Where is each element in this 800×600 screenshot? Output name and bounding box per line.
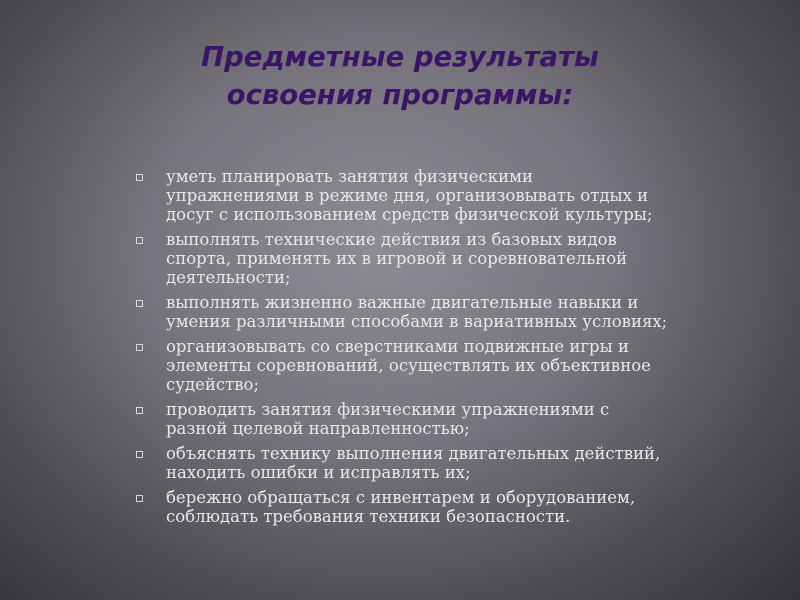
bullet-text-line: деятельности; (166, 268, 291, 287)
bullet-text-line: упражнениями в режиме дня, организовывать отдых и (166, 186, 649, 205)
square-bullet-icon (136, 174, 143, 181)
bullet-text-line: спорта, применять их в игровой и соревновательной (166, 249, 628, 268)
bullet-text-line: выполнять жизненно важные двигательные навыки и (166, 293, 639, 312)
bullet-text-line: судейство; (166, 375, 260, 394)
bullet-text-line: объяснять технику выполнения двигательных действий, (166, 444, 661, 463)
list-item (136, 400, 786, 438)
bullet-text-line: находить ошибки и исправлять их; (166, 463, 471, 482)
square-bullet-icon (136, 344, 143, 351)
square-bullet-icon (136, 451, 143, 458)
bullet-list (136, 167, 786, 532)
bullet-text-line: умения различными способами в вариативных условиях; (166, 312, 668, 331)
square-bullet-icon (136, 407, 143, 414)
bullet-text-line: выполнять технические действия из базовых видов (166, 230, 617, 249)
bullet-text-line: уметь планировать занятия физическими (166, 167, 533, 186)
bullet-text-line: соблюдать требования техники безопасности. (166, 507, 571, 526)
bullet-text-line: организовывать со сверстниками подвижные игры и (166, 337, 629, 356)
square-bullet-icon (136, 237, 143, 244)
bullet-text-line: бережно обращаться с инвентарем и оборудованием, (166, 488, 636, 507)
list-item (136, 230, 786, 287)
slide-title (80, 38, 720, 114)
list-item (136, 293, 786, 331)
bullet-text-line: проводить занятия физическими упражнениями с (166, 400, 610, 419)
list-item (136, 167, 786, 224)
slide-title-line: освоения программы: (226, 79, 574, 111)
square-bullet-icon (136, 300, 143, 307)
list-item (136, 488, 786, 526)
square-bullet-icon (136, 495, 143, 502)
bullet-text-line: разной целевой направленностью; (166, 419, 470, 438)
list-item (136, 337, 786, 394)
bullet-text-line: элементы соревнований, осуществлять их объективное (166, 356, 651, 375)
list-item (136, 444, 786, 482)
bullet-text-line: досуг с использованием средств физической культуры; (166, 205, 653, 224)
slide-title-line: Предметные результаты (201, 41, 599, 73)
